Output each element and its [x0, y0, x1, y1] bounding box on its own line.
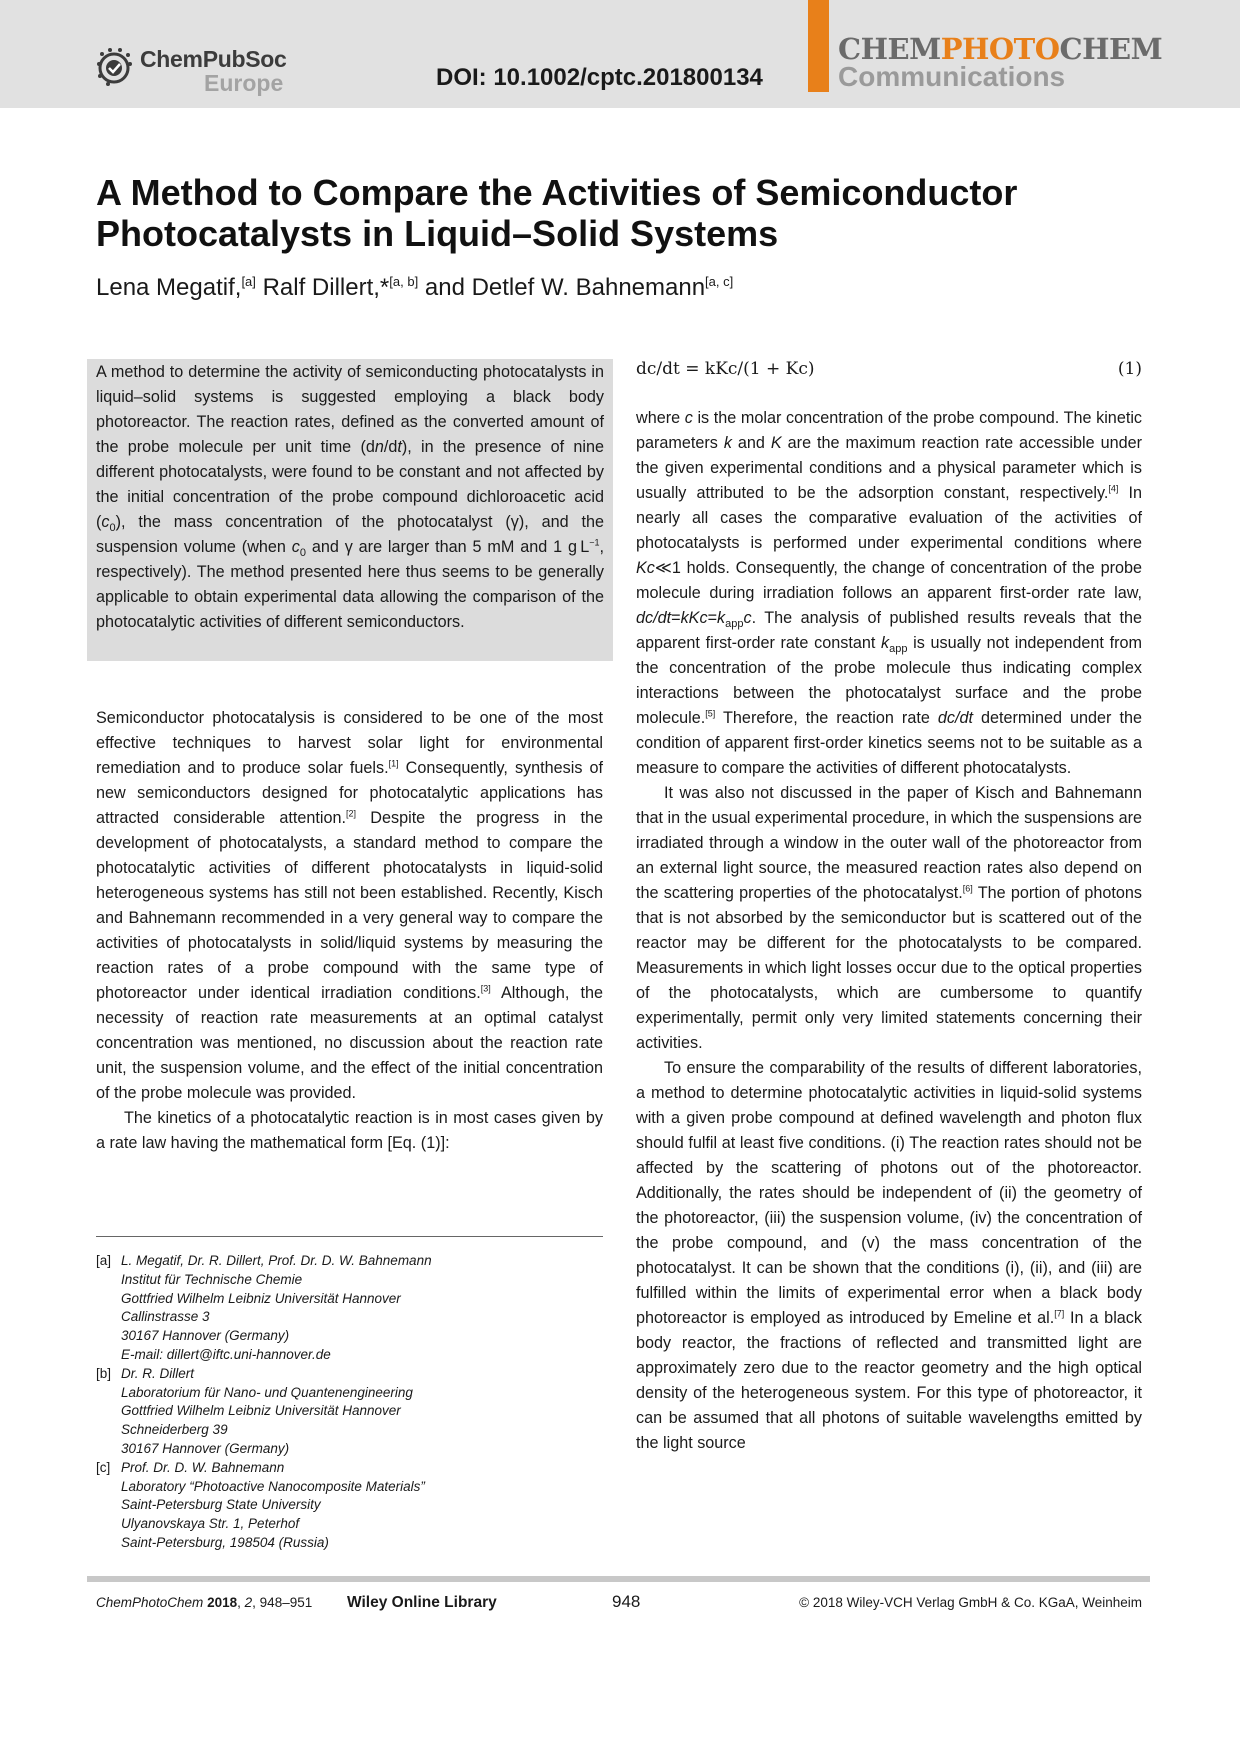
paragraph: [96, 1106, 603, 1156]
abstract-unit-exponent: −1: [589, 537, 600, 548]
paragraph: [636, 781, 1142, 1056]
abstract-var-c0: c: [101, 513, 110, 531]
footnote-lines: [121, 1459, 425, 1553]
author-2: Ralf Dillert,*: [262, 274, 390, 301]
paragraph-text: In nearly all cases the comparative evaluation of the activities of photocatalysts is performed under experimental conditions where: [636, 484, 1143, 552]
footnote-lines: [121, 1365, 413, 1459]
math-var: k: [717, 609, 726, 627]
author-3-affiliation: [a, c]: [705, 274, 734, 289]
footer-journal-name: ChemPhotoChem: [96, 1595, 204, 1610]
footnote-line: Schneiderberg 39: [121, 1422, 228, 1438]
author-3: and Detlef W. Bahnemann: [424, 274, 706, 301]
footnote-line: Laboratory “Photoactive Nanocomposite Materials”: [121, 1478, 425, 1494]
author-2-affiliation: [a, b]: [389, 274, 419, 289]
citation[interactable]: [6]: [962, 883, 973, 894]
paragraph-text: and: [731, 434, 771, 452]
footer-pages: 948–951: [259, 1595, 313, 1610]
footnote-line: Institut für Technische Chemie: [121, 1271, 303, 1287]
math-operator: =: [671, 609, 681, 627]
abstract-text: /d: [383, 438, 398, 456]
logo-region: Europe: [204, 70, 284, 96]
footnote-line: Saint-Petersburg State University: [121, 1497, 321, 1513]
footnote-a: [96, 1252, 603, 1365]
paragraph-text: . The analysis of published results reveals that the apparent first-order rate constant: [636, 609, 1142, 652]
footnote-line: Prof. Dr. D. W. Bahnemann: [121, 1459, 285, 1475]
paragraph-text: To ensure the comparability of the results of different laboratories, a method to determine photocatalytic activities in liquid-solid systems with a given probe compound at defined wavelength and photon flux should fulfil at least five conditions. (i) The reaction rates should not be affected by the scattering of photons out of the photoreactor. Additionally, the rates should be independent of (ii) the geometry of the photoreactor, (iii) the suspension volume, (iv) the concentration of the probe compound, and (v) the mass concentration of the photocatalyst. It can be shown that the conditions (i), (ii), and (iii) are fulfilled within the limits of experimental error when a black body photoreactor is employed as introduced by Emeline et al.: [636, 1059, 1142, 1327]
footnote-line: Saint-Petersburg, 198504 (Russia): [121, 1534, 329, 1550]
footnote-divider: [96, 1236, 603, 1237]
paragraph: [636, 1056, 1142, 1456]
citation[interactable]: [4]: [1108, 483, 1119, 494]
paragraph-text: ≪1 holds. Consequently, the change of concentration of the probe molecule during irradiation follows an apparent first-order rate law,: [636, 559, 1142, 602]
citation[interactable]: [1]: [388, 758, 399, 769]
math-var: dc/dt: [636, 609, 672, 627]
math-var: k: [723, 434, 732, 452]
title-line: Photocatalysts in Liquid–Solid Systems: [96, 213, 779, 254]
math-operator: =: [707, 609, 718, 627]
paragraph-text: The kinetics of a photocatalytic reaction is in most cases given by a rate law having the mathematical form [Eq. (1)]:: [96, 1109, 603, 1152]
math-var: kKc: [680, 609, 708, 627]
abstract-subscript: 0: [109, 522, 116, 535]
journal-name-part3: CHEM: [1059, 32, 1163, 66]
citation[interactable]: [5]: [705, 708, 716, 719]
paragraph-text: Therefore, the reaction rate: [715, 709, 938, 727]
body-column-right: [636, 406, 1142, 1456]
footnote-b: [96, 1365, 603, 1459]
paragraph-text: In a black body reactor, the fractions of reflected and transmitted light are approximately zero due to the reactor geometry and the high optical density of the heterogeneous system. For this type of photoreactor, it can be assumed that all photons of suitable wavelengths emitted by the light source: [636, 1309, 1142, 1452]
math-subscript: app: [725, 618, 744, 631]
paragraph-text: Consequently, synthesis of new semiconductors designed for photocatalytic applications has attracted considerable attention.: [96, 759, 603, 827]
footnote-label: [c]: [96, 1459, 111, 1475]
paragraph-text: is usually not independent from the concentration of the probe molecule thus indicating complex interactions between the photocatalyst surface and the probe molecule.: [636, 634, 1142, 727]
equation-number: (1): [1117, 359, 1142, 379]
paragraph-text: where: [636, 409, 685, 427]
footer-divider: [87, 1576, 1150, 1582]
title-line: A Method to Compare the Activities of Semiconductor: [96, 172, 1018, 213]
abstract-subscript: 0: [299, 547, 306, 560]
paragraph-text: determined under the condition of apparent first-order kinetics seems not to be suitable as a measure to compare the activities of different photocatalysts.: [636, 709, 1142, 777]
math-var: dc/dt: [937, 709, 973, 727]
abstract-var-n: n: [374, 438, 384, 456]
abstract-var-t: t: [397, 438, 402, 456]
paragraph-text: Despite the progress in the development of photocatalysts, a standard method to compare the photocatalytic activities of different photocatalysts in liquid-solid heterogeneous systems has still not been established. Recently, Kisch and Bahnemann recommended in a very general way to compare the activities of photocatalysts in solid/liquid systems by measuring the reaction rates of a probe compound with the same type of photoreactor under identical irradiation conditions.: [96, 809, 603, 1002]
abstract-text: , respectively). The method presented here thus seems to be generally applicable to obtain experimental data allowing the comparison of the photocatalytic activities of different semiconductors.: [96, 538, 604, 631]
footnote-line: 30167 Hannover (Germany): [121, 1328, 290, 1344]
footnote-line: Dr. R. Dillert: [121, 1365, 194, 1381]
footer-year: 2018: [207, 1595, 238, 1610]
footnote-line: Gottfried Wilhelm Leibniz Universität Hannover: [121, 1403, 401, 1419]
footer-volume: 2: [244, 1595, 253, 1610]
math-var: c: [684, 409, 693, 427]
abstract-text: ), in the presence of nine different photocatalysts, were found to be constant and not affected by the initial concentration of the probe compound dichloroacetic acid (: [96, 438, 604, 531]
journal-name-part2: PHOTO: [940, 32, 1060, 66]
abstract-text: A method to determine the activity of semiconducting photocatalysts in liquid–solid systems is suggested employing a black body photoreactor. The reaction rates, defined as the converted amount of the probe molecule per unit time (d: [96, 363, 604, 456]
author-list: [96, 274, 733, 302]
article-section: Communications: [838, 61, 1066, 92]
citation[interactable]: [3]: [480, 983, 491, 994]
paragraph: [96, 706, 603, 1106]
math-var: c: [743, 609, 752, 627]
article-title: [96, 172, 1136, 254]
paragraph-text: is the molar concentration of the probe compound. The kinetic parameters: [636, 409, 1143, 452]
logo-name: ChemPubSoc: [140, 46, 287, 72]
footnote-line: Gottfried Wilhelm Leibniz Universität Hannover: [121, 1290, 401, 1306]
equation-expression: dc/dt = kKc/(1 + Kc): [636, 359, 815, 379]
page-number: 948: [612, 1592, 641, 1611]
paragraph-text: are the maximum reaction rate accessible under the given experimental conditions and a physical parameter which is usually attributed to be the adsorption constant, respectively.: [636, 434, 1142, 502]
paragraph: [636, 406, 1142, 781]
math-var: k: [881, 634, 890, 652]
math-var: K: [770, 434, 782, 452]
footnote-line: 30167 Hannover (Germany): [121, 1440, 290, 1456]
footnote-lines: [121, 1252, 432, 1365]
abstract-text: ), the mass concentration of the photocatalyst (γ), and the suspension volume (when: [96, 513, 604, 556]
abstract-text: and γ are larger than 5 mM and 1 g L: [305, 538, 590, 556]
paragraph-text: The portion of photons that is not absorbed by the semiconductor but is scattered out of the reactor may be different for the photocatalysts to be compared. Measurements in which light losses occur due to the optical properties of the photocatalysts, which are cumbersome to quantify experimentally, permit only very limited statements concerning their activities.: [636, 884, 1142, 1052]
abstract: [96, 360, 604, 635]
math-subscript: app: [889, 643, 908, 656]
paragraph-text: Semiconductor photocatalysis is considered to be one of the most effective techniques to harvest solar light for environmental remediation and to produce solar fuels.: [96, 709, 603, 777]
author-1-affiliation: [a]: [241, 274, 256, 289]
footnote-email[interactable]: E-mail: dillert@iftc.uni-hannover.de: [121, 1346, 331, 1362]
citation[interactable]: [2]: [345, 808, 356, 819]
author-1: Lena Megatif,: [96, 274, 242, 301]
publisher-logo: [96, 44, 296, 96]
wiley-online-library-link[interactable]: Wiley Online Library: [347, 1594, 497, 1611]
doi[interactable]: DOI: 10.1002/cptc.201800134: [436, 64, 763, 91]
journal-accent-bar: [808, 0, 829, 92]
equation-1: [636, 359, 1142, 385]
footnote-c: [96, 1459, 603, 1553]
paragraph-text: It was also not discussed in the paper of Kisch and Bahnemann that in the usual experimental procedure, in which the suspensions are irradiated through a window in the outer wall of the photoreactor from an external light source, the measured reaction rates also depend on the scattering properties of the photocatalyst.: [636, 784, 1142, 902]
footnote-label: [b]: [96, 1365, 112, 1381]
math-var: Kc: [636, 559, 655, 577]
citation[interactable]: [7]: [1054, 1308, 1065, 1319]
body-column-left: [96, 706, 603, 1156]
affiliation-footnotes: [96, 1252, 603, 1553]
footnote-line: Callinstrasse 3: [121, 1309, 210, 1325]
paragraph-text: Although, the necessity of reaction rate measurements at an optimal catalyst concentration was mentioned, no discussion about the reaction rate unit, the suspension volume, and the effect of the initial concentration of the probe molecule was provided.: [96, 984, 604, 1102]
footnote-line: Ulyanovskaya Str. 1, Peterhof: [121, 1516, 300, 1532]
copyright: © 2018 Wiley-VCH Verlag GmbH & Co. KGaA, Weinheim: [799, 1595, 1142, 1610]
journal-name-part1: CHEM: [838, 32, 941, 66]
chempubsoc-logo-icon: [96, 46, 134, 88]
footer-citation: ChemPhotoChem 2018, 2, 948–951: [96, 1595, 313, 1610]
footnote-line: Laboratorium für Nano- und Quantenengineering: [121, 1384, 413, 1400]
abstract-var-c0: c: [291, 538, 300, 556]
footnote-label: [a]: [96, 1253, 112, 1268]
footnote-line: L. Megatif, Dr. R. Dillert, Prof. Dr. D. W. Bahnemann: [121, 1253, 432, 1268]
